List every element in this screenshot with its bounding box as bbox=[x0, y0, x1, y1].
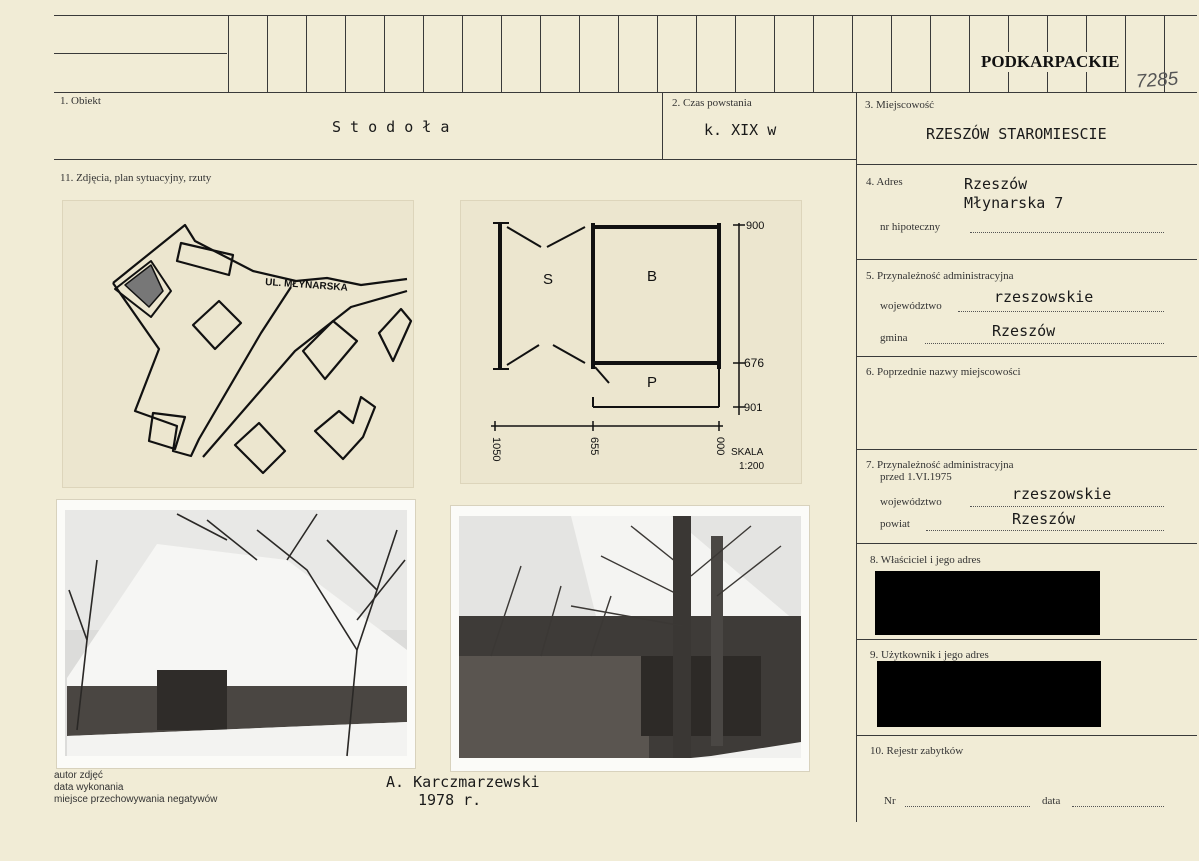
wojewodztwo-label: województwo bbox=[880, 300, 942, 312]
obiekt-label: 1. Obiekt bbox=[60, 95, 101, 107]
owner-redaction bbox=[875, 571, 1100, 635]
miejscowosc-label: 3. Miejscowość bbox=[865, 99, 935, 111]
wlasciciel-label: 8. Właściciel i jego adres bbox=[870, 554, 981, 566]
gmina-value: Rzeszów bbox=[992, 322, 1056, 340]
autor-zdjec-value: A. Karczmarzewski bbox=[386, 773, 540, 791]
site-plan bbox=[62, 200, 414, 488]
site-plan-drawing bbox=[63, 201, 413, 487]
miejsce-negatywow-label: miejsce przechowywania negatywów bbox=[54, 794, 218, 805]
adres-line1: Rzeszów bbox=[964, 175, 1028, 193]
scale-value: 1:200 bbox=[739, 461, 765, 472]
room-p-label: P bbox=[647, 374, 658, 391]
rejestr-label: 10. Rejestr zabytków bbox=[870, 745, 964, 757]
wojewodztwo-value: rzeszowskie bbox=[994, 288, 1094, 306]
poprzednie-nazwy-label: 6. Poprzednie nazwy miejscowości bbox=[866, 366, 1021, 378]
region-label: PODKARPACKIE bbox=[981, 52, 1120, 71]
photo-tree bbox=[450, 505, 810, 772]
przynaleznosc-label: 5. Przynależność administracyjna bbox=[866, 270, 1014, 282]
room-b-label: B bbox=[647, 268, 658, 285]
dim-x1: 1050 bbox=[490, 437, 502, 462]
autor-zdjec-label: autor zdjęć bbox=[54, 770, 103, 781]
przed-data-label: przed 1.VI.1975 bbox=[880, 471, 952, 483]
powiat-label: powiat bbox=[880, 518, 910, 530]
przynaleznosc-przed-label: 7. Przynależność administracyjna bbox=[866, 459, 1014, 471]
adres-label: 4. Adres bbox=[866, 176, 903, 188]
gmina-label: gmina bbox=[880, 332, 908, 344]
miejscowosc-value: RZESZÓW STAROMIESCIE bbox=[926, 125, 1107, 143]
floor-plan bbox=[460, 200, 802, 484]
rejestr-nr-label: Nr bbox=[884, 795, 896, 807]
obiekt-value: S t o d o ł a bbox=[332, 118, 450, 136]
powiat-value: Rzeszów bbox=[1012, 510, 1076, 528]
photo-tree-image bbox=[451, 506, 809, 771]
dim-x3: 000 bbox=[714, 437, 726, 456]
floor-plan-drawing bbox=[461, 201, 801, 483]
dim-x2: 655 bbox=[588, 437, 600, 456]
card-number: 7285 bbox=[1135, 68, 1179, 93]
rejestr-data-label: data bbox=[1042, 795, 1061, 807]
zdjecia-label: 11. Zdjęcia, plan sytuacyjny, rzuty bbox=[60, 172, 212, 184]
data-wykonania-label: data wykonania bbox=[54, 782, 124, 793]
scale-label: SKALA bbox=[731, 447, 764, 458]
dim-top: 900 bbox=[746, 220, 765, 232]
photo-barn-image bbox=[57, 500, 415, 768]
room-s-label: S bbox=[543, 271, 554, 288]
user-redaction bbox=[877, 661, 1101, 727]
street-label: UL. MŁYNARSKA bbox=[264, 277, 349, 294]
wojewodztwo-przed-label: województwo bbox=[880, 496, 942, 508]
adres-line2: Młynarska 7 bbox=[964, 194, 1064, 212]
wojewodztwo-przed-value: rzeszowskie bbox=[1012, 485, 1112, 503]
czas-label: 2. Czas powstania bbox=[672, 97, 752, 109]
photo-barn bbox=[56, 499, 416, 769]
data-wykonania-value: 1978 r. bbox=[418, 791, 482, 809]
nr-hipoteczny-label: nr hipoteczny bbox=[880, 221, 941, 233]
dim-mid: 676 bbox=[744, 356, 765, 370]
dim-bot: 901 bbox=[744, 402, 763, 414]
uzytkownik-label: 9. Użytkownik i jego adres bbox=[870, 649, 989, 661]
czas-value: k. XIX w bbox=[704, 121, 777, 139]
